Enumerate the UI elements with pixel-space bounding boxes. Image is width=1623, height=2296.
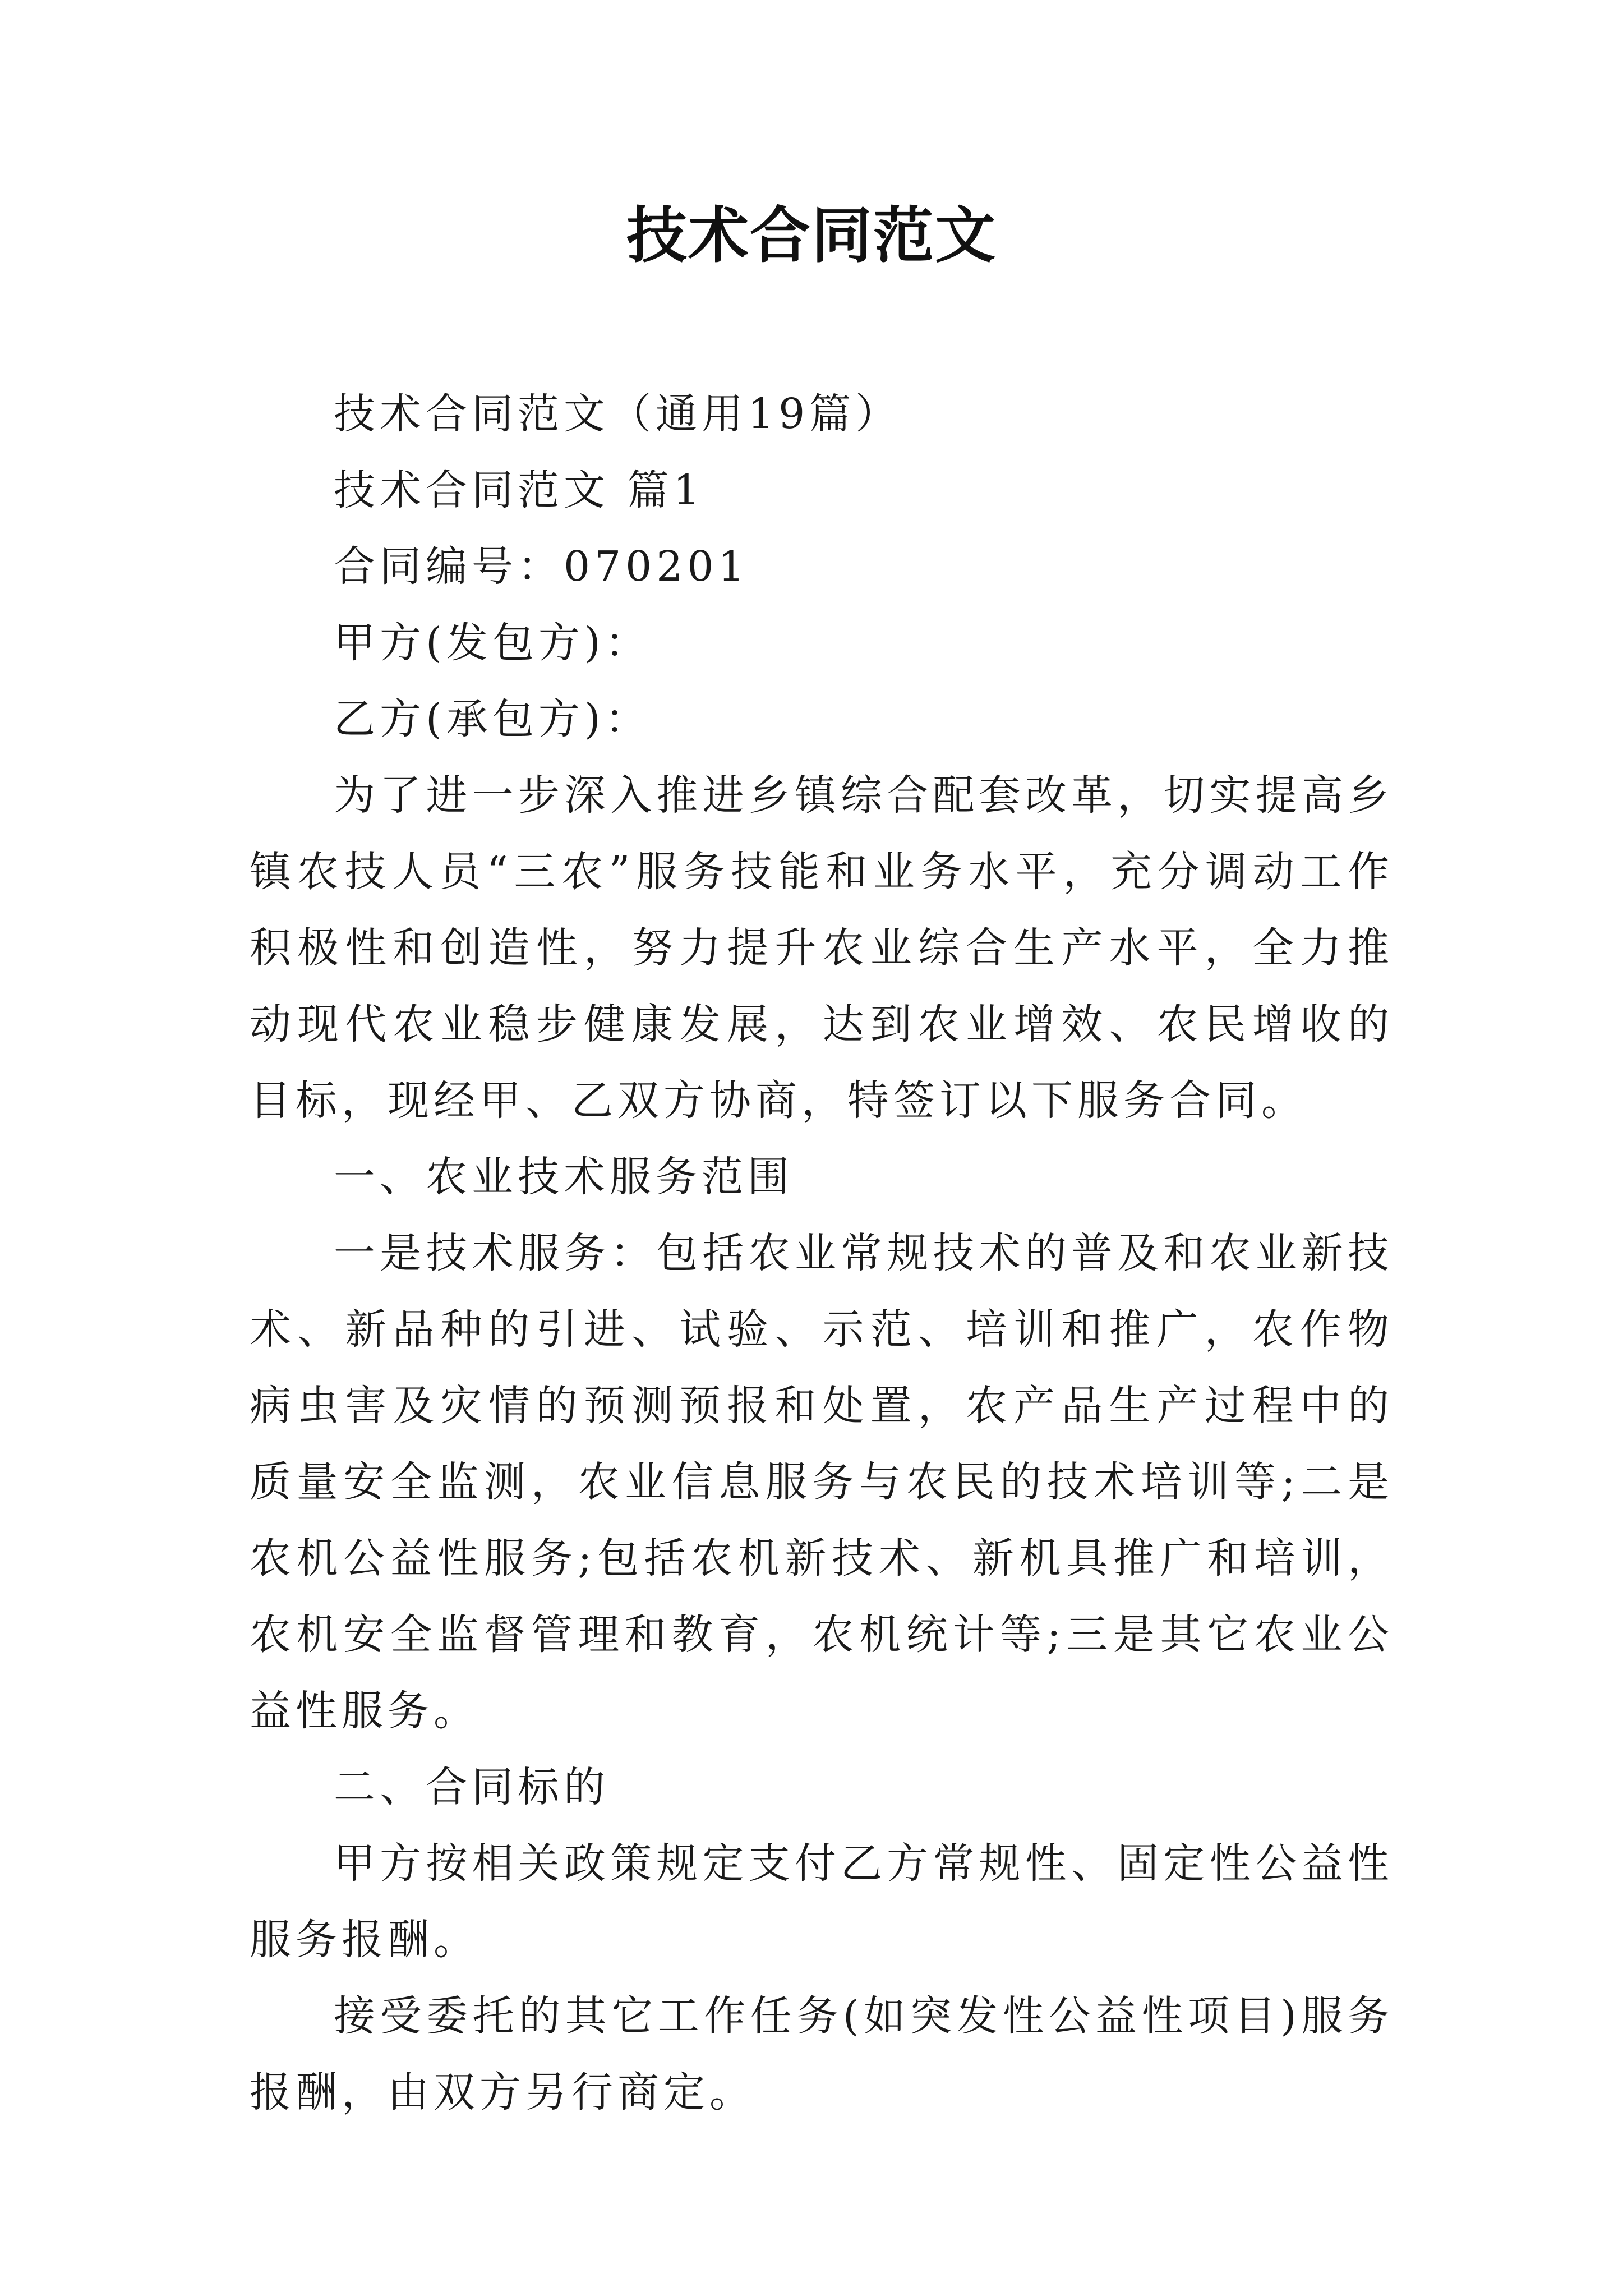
paragraph-section-heading: 技术合同范文 篇1 — [334, 466, 704, 514]
paragraph-subtitle: 技术合同范文（通用19篇） — [334, 390, 902, 438]
document-body — [250, 376, 1394, 2131]
paragraph-clause-2-heading: 二、合同标的 — [334, 1763, 610, 1811]
paragraph-clause-2-extra: 接受委托的其它工作任务(如突发性公益性项目)服务报酬，由双方另行商定。 — [250, 1992, 1394, 2116]
paragraph-party-b: 乙方(承包方)： — [334, 695, 651, 743]
paragraph-contract-number: 合同编号：070201 — [334, 542, 749, 591]
paragraph-clause-2-body: 甲方按相关政策规定支付乙方常规性、固定性公益性服务报酬。 — [250, 1839, 1394, 1964]
paragraph-clause-1-heading: 一、农业技术服务范围 — [334, 1153, 794, 1201]
paragraph-party-a: 甲方(发包方)： — [334, 619, 651, 667]
document-title: 技术合同范文 — [626, 200, 997, 271]
paragraph-clause-1-body: 一是技术服务：包括农业常规技术的普及和农业新技术、新品种的引进、试验、示范、培训和推广，农作物病虫害及灾情的预测预报和处置，农产品生产过程中的质量安全监测，农业信息服务与农民的技术培训等;二是农机公益性服务;包括农机新技术、新机具推广和培训，农机安全监督管理和教育，农机统计等;三是其它农业公益性服务。 — [250, 1229, 1394, 1735]
paragraph-preamble: 为了进一步深入推进乡镇综合配套改革，切实提高乡镇农技人员“三农”服务技能和业务水平，充分调动工作积极性和创造性，努力提升农业综合生产水平，全力推动现代农业稳步健康发展，达到农业增效、农民增收的目标，现经甲、乙双方协商，特签订以下服务合同。 — [250, 771, 1394, 1125]
